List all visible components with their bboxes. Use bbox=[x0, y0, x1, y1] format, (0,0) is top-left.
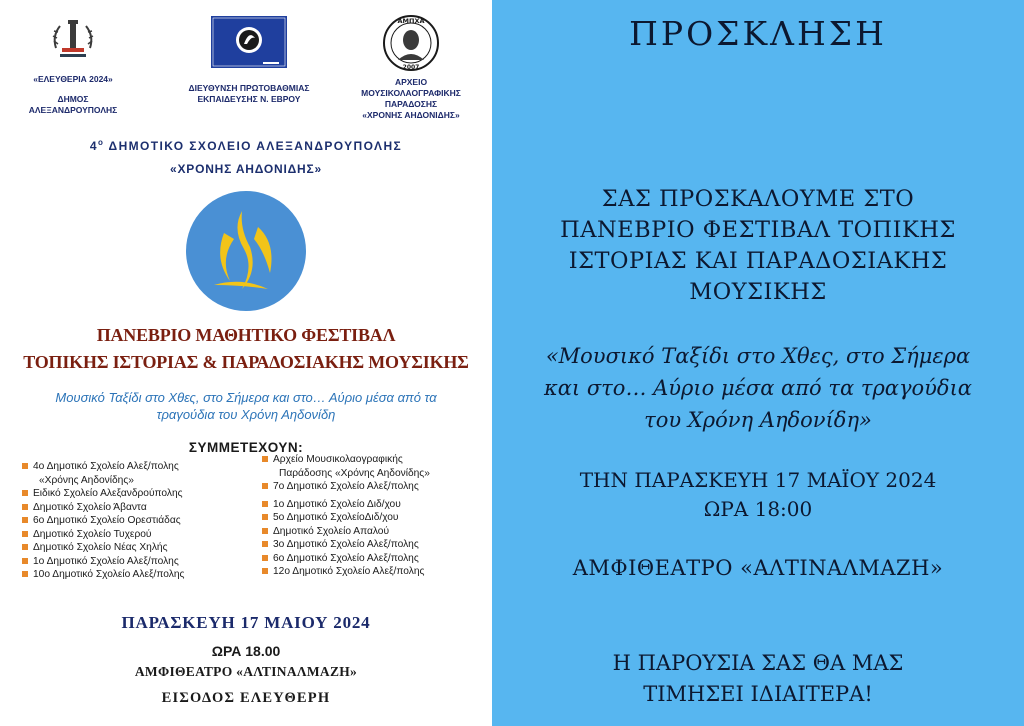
festival-title-line1: ΠΑΝΕΒΡΙΟ ΜΑΘΗΤΙΚΟ ΦΕΣΤΙΒΑΛ bbox=[96, 325, 396, 345]
municipality-logo-block bbox=[18, 18, 128, 116]
date-line: ΤΗΝ ΠΑΡΑΣΚΕΥΗ 17 ΜΑΪΟΥ 2024 bbox=[579, 468, 937, 492]
bullet-icon bbox=[262, 514, 268, 520]
bullet-icon bbox=[262, 568, 268, 574]
school-name bbox=[0, 138, 492, 153]
closing-line: ΤΙΜΗΣΕΙ ΙΔΙΑΙΤΕΡΑ! bbox=[643, 682, 873, 706]
directorate-flag-icon bbox=[211, 16, 287, 68]
invitation-venue: ΑΜΦΙΘΕΑΤΡΟ «ΑΛΤΙΝΑΛΜΑΖΗ» bbox=[572, 556, 944, 580]
bullet-icon bbox=[22, 558, 28, 564]
school-nickname: «ΧΡΟΝΗΣ ΑΗΔΟΝΙΔΗΣ» bbox=[170, 162, 322, 176]
list-item: 7ο Δημοτικό Σχολείο Αλεξ/πολης bbox=[262, 480, 430, 494]
invitation-text bbox=[492, 184, 1024, 308]
list-item: 6ο Δημοτικό Σχολείο Ορεστιάδας bbox=[22, 514, 184, 528]
list-item: 12ο Δημοτικό Σχολείο Αλεξ/πολης bbox=[262, 565, 430, 579]
invitation-title: ΠΡΟΣΚΛΗΣΗ bbox=[629, 14, 887, 53]
logo-caption-line: ΑΡΧΕΙΟ bbox=[394, 77, 428, 87]
invite-line: ΜΟΥΣΙΚΗΣ bbox=[689, 279, 827, 305]
bullet-icon bbox=[22, 571, 28, 577]
quote-line: και στο… Αύριο μέσα από τα τραγούδια bbox=[543, 376, 972, 400]
participants-heading: ΣΥΜΜΕΤΕΧΟΥΝ: bbox=[188, 440, 304, 455]
subtitle-line: Μουσικό Ταξίδι στο Χθες, στο Σήμερα και στο… Αύριο μέσα από τα bbox=[55, 390, 437, 405]
logo-caption-line: ΔΗΜΟΣ bbox=[57, 94, 89, 104]
eleftheria-emblem-icon bbox=[48, 18, 98, 60]
list-item: 4ο Δημοτικό Σχολείο Αλεξ/πολης «Χρόνης Αηδονίδης» bbox=[22, 460, 184, 487]
logo-caption-line: ΠΑΡΑΔΟΣΗΣ bbox=[384, 99, 438, 109]
list-item: Δημοτικό Σχολείο Νέας Χηλής bbox=[22, 541, 184, 555]
invite-line: ΠΑΝΕΒΡΙΟ ΦΕΣΤΙΒΑΛ ΤΟΠΙΚΗΣ bbox=[560, 217, 956, 243]
list-item: 10ο Δημοτικό Σχολείο Αλεξ/πολης bbox=[22, 568, 184, 582]
school-ordinal: ο bbox=[97, 138, 105, 147]
invitation-date bbox=[492, 466, 1024, 524]
festival-title-line2: ΤΟΠΙΚΗΣ ΙΣΤΟΡΙΑΣ & ΠΑΡΑΔΟΣΙΑΚΗΣ ΜΟΥΣΙΚΗΣ bbox=[23, 352, 469, 372]
logo-caption-line: ΑΛΕΞΑΝΔΡΟΥΠΟΛΗΣ bbox=[28, 105, 118, 115]
festival-poster bbox=[0, 0, 492, 726]
list-item: Ειδικό Σχολείο Αλεξανδρούπολης bbox=[22, 487, 184, 501]
logo-caption-line: ΔΙΕΥΘΥΝΣΗ ΠΡΩΤΟΒΑΘΜΙΑΣ bbox=[188, 83, 310, 93]
bullet-icon bbox=[22, 490, 28, 496]
subtitle-line: τραγούδια του Χρόνη Αηδονίδη bbox=[156, 407, 336, 422]
event-venue: ΑΜΦΙΘΕΑΤΡΟ «ΑΛΤΙΝΑΛΜΑΖΗ» bbox=[134, 664, 358, 679]
bullet-icon bbox=[262, 483, 268, 489]
list-item: 6ο Δημοτικό Σχολείο Αλεξ/πολης bbox=[262, 552, 430, 566]
event-time: ΩΡΑ 18.00 bbox=[211, 643, 281, 659]
bullet-icon bbox=[22, 463, 28, 469]
bullet-icon bbox=[262, 528, 268, 534]
closing-line: Η ΠΑΡΟΥΣΙΑ ΣΑΣ ΘΑ ΜΑΣ bbox=[612, 651, 904, 675]
quote-line: του Χρόνη Αηδονίδη» bbox=[644, 408, 872, 432]
badge-year-text: 2007 bbox=[402, 64, 420, 71]
list-item: 5ο Δημοτικό ΣχολείοΔιδ/χου bbox=[262, 511, 430, 525]
logo-caption-line: ΕΚΠΑΙΔΕΥΣΗΣ Ν. ΕΒΡΟΥ bbox=[197, 94, 301, 104]
festival-subtitle bbox=[10, 389, 482, 423]
bullet-icon bbox=[262, 555, 268, 561]
invite-line: ΙΣΤΟΡΙΑΣ ΚΑΙ ΠΑΡΑΔΟΣΙΑΚΗΣ bbox=[568, 248, 948, 274]
list-item: Δημοτικό Σχολείο Άβαντα bbox=[22, 501, 184, 515]
event-entry: ΕΙΣΟΔΟΣ ΕΛΕΥΘΕΡΗ bbox=[161, 690, 331, 706]
badge-top-text: ΑΜΠΧΑ bbox=[397, 17, 425, 25]
list-item: 1ο Δημοτικό Σχολείο Αλεξ/πολης bbox=[22, 555, 184, 569]
invitation-quote bbox=[492, 340, 1024, 436]
date-line: ΩΡΑ 18:00 bbox=[703, 497, 813, 521]
participants-left-column bbox=[22, 460, 184, 582]
logo-caption-line: ΜΟΥΣΙΚΟΛΑΟΓΡΑΦΙΚΗΣ bbox=[361, 88, 461, 98]
list-item: 3ο Δημοτικό Σχολείο Αλεξ/πολης bbox=[262, 538, 430, 552]
festival-emblem-icon bbox=[184, 189, 308, 313]
school-name-text: ΔΗΜΟΤΙΚΟ ΣΧΟΛΕΙΟ ΑΛΕΞΑΝΔΡΟΥΠΟΛΗΣ bbox=[108, 139, 403, 153]
invite-line: ΣΑΣ ΠΡΟΣΚΑΛΟΥΜΕ ΣΤΟ bbox=[601, 186, 915, 212]
logo-caption-line: «ΧΡΟΝΗΣ ΑΗΔΟΝΙΔΗΣ» bbox=[362, 110, 460, 120]
list-item: Δημοτικό Σχολείο Τυχερού bbox=[22, 528, 184, 542]
logo-caption-line: «ΕΛΕΥΘΕΡΙΑ 2024» bbox=[33, 74, 113, 84]
archive-portrait-badge-icon bbox=[382, 14, 440, 72]
invitation-closing bbox=[492, 648, 1024, 710]
bullet-icon bbox=[22, 504, 28, 510]
bullet-icon bbox=[22, 531, 28, 537]
list-item: Δημοτικό Σχολείο Απαλού bbox=[262, 525, 430, 539]
school-number: 4 bbox=[89, 139, 98, 153]
directorate-logo-block bbox=[164, 16, 334, 105]
invitation-panel bbox=[492, 0, 1024, 726]
bullet-icon bbox=[22, 544, 28, 550]
participants-right-column bbox=[262, 453, 430, 579]
bullet-icon bbox=[262, 541, 268, 547]
quote-line: «Μουσικό Ταξίδι στο Χθες, στο Σήμερα bbox=[545, 344, 971, 368]
list-item: 1ο Δημοτικό Σχολείο Διδ/χου bbox=[262, 498, 430, 512]
bullet-icon bbox=[262, 456, 268, 462]
bullet-icon bbox=[262, 501, 268, 507]
bullet-icon bbox=[22, 517, 28, 523]
list-item: Αρχείο Μουσικολαογραφικής Παράδοσης «Χρόνης Αηδονίδης» bbox=[262, 453, 430, 480]
archive-logo-block bbox=[340, 14, 482, 121]
event-date: ΠΑΡΑΣΚΕΥΗ 17 ΜΑΙΟΥ 2024 bbox=[121, 613, 371, 632]
